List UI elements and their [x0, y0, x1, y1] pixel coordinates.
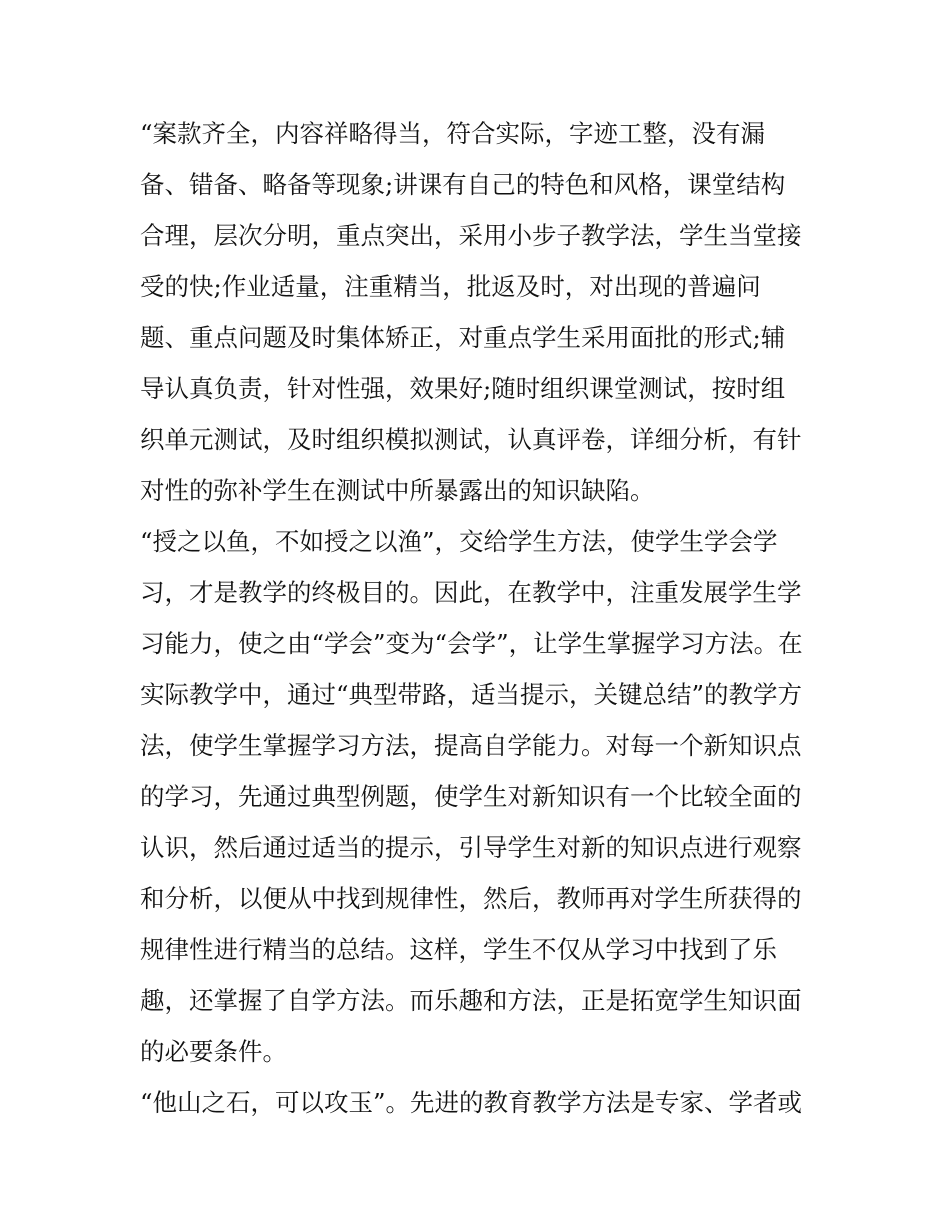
text-line: 趣，还掌握了自学方法。而乐趣和方法，正是拓宽学生知识面 — [140, 986, 802, 1015]
text-line: 和分析，以便从中找到规律性，然后，教师再对学生所获得的 — [140, 884, 802, 913]
text-line: 实际教学中，通过“典型带路，适当提示，关键总结”的教学方 — [140, 680, 803, 709]
text-line: “他山之石，可以攻玉”。先进的教育教学方法是专家、学者或 — [140, 1088, 803, 1117]
body-text — [140, 108, 830, 1128]
text-line: 受的快;作业适量，注重精当，批返及时，对出现的普遍问 — [140, 272, 761, 301]
text-line: 的必要条件。 — [140, 1037, 287, 1066]
text-line: 认识，然后通过适当的提示，引导学生对新的知识点进行观察 — [140, 833, 802, 862]
text-line: 织单元测试，及时组织模拟测试，认真评卷，详细分析，有针 — [140, 425, 802, 454]
text-line: 规律性进行精当的总结。这样，学生不仅从学习中找到了乐 — [140, 935, 777, 964]
text-line: 法，使学生掌握学习方法，提高自学能力。对每一个新知识点 — [140, 731, 802, 760]
text-line: 备、错备、略备等现象;讲课有自己的特色和风格，课堂结构 — [140, 170, 786, 199]
text-line: 对性的弥补学生在测试中所暴露出的知识缺陷。 — [140, 476, 655, 505]
text-line: 题、重点问题及时集体矫正，对重点学生采用面批的形式;辅 — [140, 323, 786, 352]
text-line: 习，才是教学的终极目的。因此，在教学中，注重发展学生学 — [140, 578, 802, 607]
text-line: “授之以鱼，不如授之以渔”，交给学生方法，使学生学会学 — [140, 527, 778, 556]
text-line: 导认真负责，针对性强，效果好;随时组织课堂测试，按时组 — [140, 374, 786, 403]
text-line: 习能力，使之由“学会”变为“会学”，让学生掌握学习方法。在 — [140, 629, 803, 658]
text-line: “案款齐全，内容祥略得当，符合实际，字迹工整，没有漏 — [140, 119, 766, 148]
text-line: 的学习，先通过典型例题，使学生对新知识有一个比较全面的 — [140, 782, 802, 811]
text-line: 合理，层次分明，重点突出，采用小步子教学法，学生当堂接 — [140, 221, 802, 250]
